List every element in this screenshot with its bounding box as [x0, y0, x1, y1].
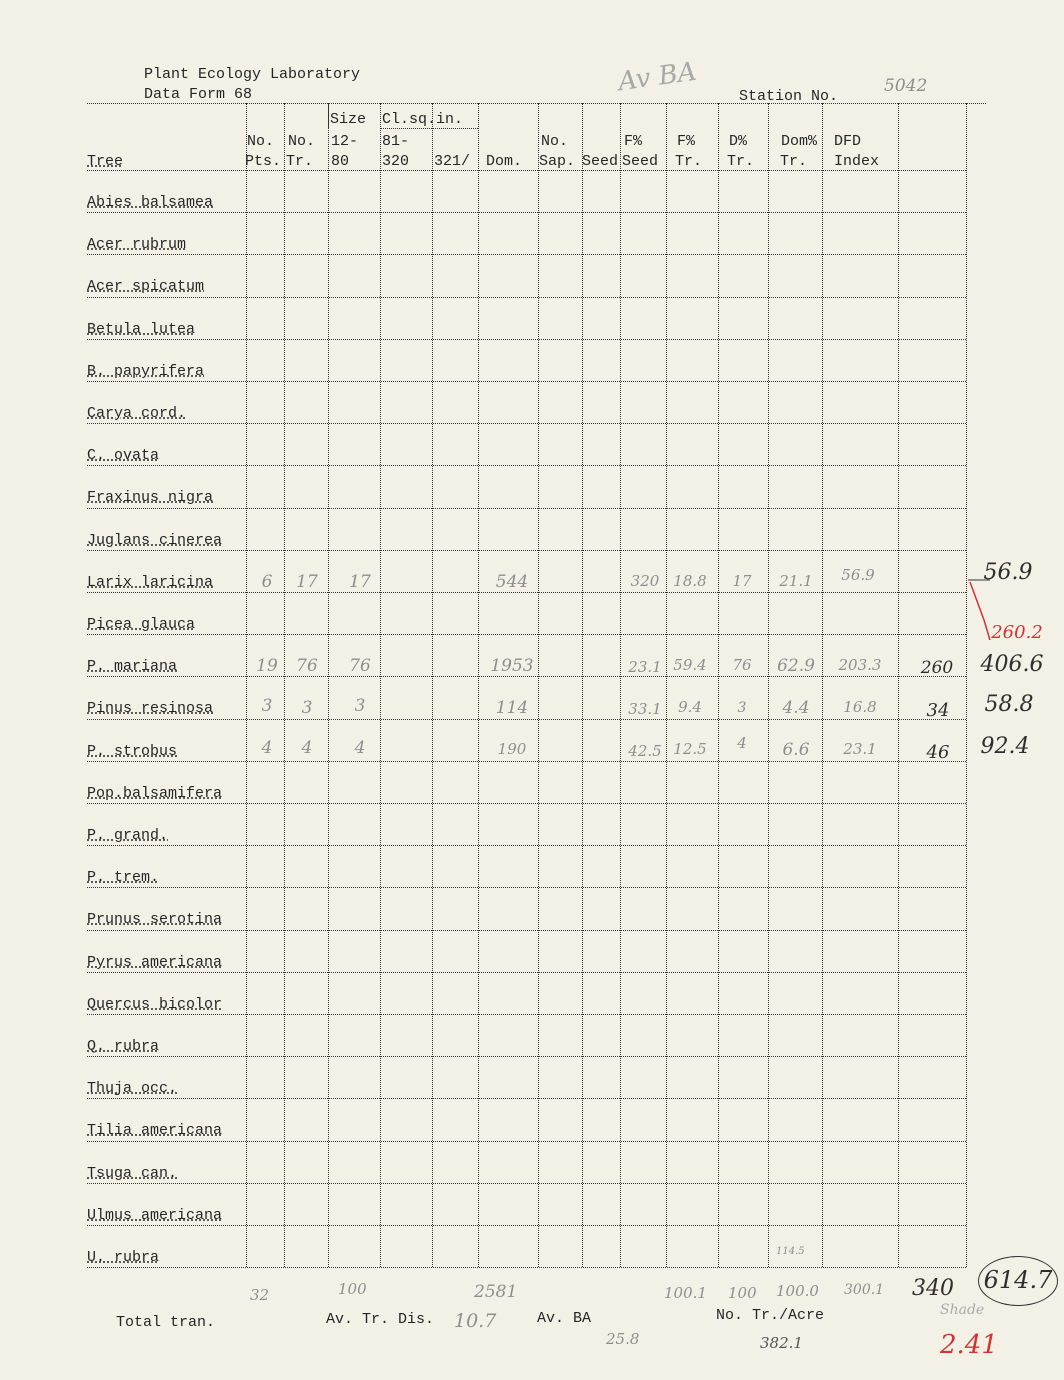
column-rule — [246, 103, 247, 1267]
resinosa-dtr: 3 — [737, 700, 747, 716]
col-no-tr-a: No. — [288, 133, 316, 150]
larix-fseed: 320 — [630, 572, 660, 590]
col-no-pts-b: Pts. — [245, 153, 282, 170]
col-size-c: 321/ — [434, 153, 471, 170]
species-label: Ulmus americana — [87, 1207, 223, 1224]
strobus-size: 4 — [354, 738, 366, 758]
row-rule — [87, 1267, 966, 1268]
species-label: Pop.balsamifera — [87, 785, 223, 802]
total-circled: 614.7 — [978, 1256, 1058, 1306]
column-rule — [478, 103, 479, 1267]
species-label: Tsuga can. — [87, 1165, 178, 1182]
species-label: Pyrus americana — [87, 954, 223, 971]
mariana-ftr: 59.4 — [673, 656, 707, 674]
strobus-ftr: 12.5 — [673, 740, 707, 758]
row-rule — [87, 592, 966, 593]
column-rule — [768, 103, 769, 1267]
larix-size: 17 — [349, 572, 371, 592]
col-dom: Dom. — [486, 153, 523, 170]
species-label: Pinus resinosa — [87, 700, 214, 717]
row-rule — [87, 508, 966, 509]
station-label: Station No. — [739, 88, 839, 105]
species-label: Tilia americana — [87, 1122, 223, 1139]
strobus-domtr: 6.6 — [782, 740, 810, 760]
row-rule — [87, 465, 966, 466]
row-rule — [87, 845, 966, 846]
col-size-a-2: 80 — [331, 153, 350, 170]
species-label: Acer spicatum — [87, 278, 205, 295]
row-rule — [87, 381, 966, 382]
species-label: P. grand. — [87, 827, 169, 844]
col-no-sap-a: No. — [541, 133, 569, 150]
species-label: Abies balsamea — [87, 194, 214, 211]
mariana-dom: 1953 — [490, 656, 534, 676]
col-size-b-2: 320 — [382, 153, 410, 170]
total-domtr: 100.0 — [776, 1282, 819, 1300]
col-f-seed-b: Seed — [622, 153, 659, 170]
station-value: 5042 — [884, 76, 928, 96]
larix-pts: 6 — [261, 572, 273, 592]
col-size-label: Size — [330, 111, 367, 128]
row-rule — [87, 930, 966, 931]
mariana-red-note: 260.2 — [991, 622, 1043, 643]
col-dfd-b: Index — [834, 153, 880, 170]
resinosa-extra: 34 — [926, 700, 950, 721]
red-total-value: 2.41 — [940, 1330, 998, 1360]
total-dtr: 100 — [728, 1284, 757, 1302]
species-label: U. rubra — [87, 1249, 160, 1266]
row-rule — [87, 339, 966, 340]
mariana-dfd: 203.3 — [838, 656, 882, 674]
row-rule — [87, 550, 966, 551]
column-rule — [718, 103, 719, 1267]
column-rule — [582, 103, 583, 1267]
mariana-domtr: 62.9 — [777, 656, 815, 676]
col-dom-tr-a: Dom% — [781, 133, 818, 150]
total-small-note: 114.5 — [776, 1246, 805, 1257]
column-rule — [620, 103, 621, 1267]
row-rule — [87, 719, 966, 720]
column-rule — [284, 103, 285, 1267]
col-seed: Seed — [582, 153, 619, 170]
row-rule — [87, 887, 966, 888]
column-rule — [538, 103, 539, 1267]
larix-dtr: 17 — [732, 572, 752, 590]
col-f-tr-a: F% — [677, 133, 696, 150]
species-label: P. trem. — [87, 869, 160, 886]
column-rule — [666, 103, 667, 1267]
species-label: P. mariana — [87, 658, 178, 675]
no-tr-acre-label: No. Tr./Acre — [716, 1307, 825, 1324]
column-rule — [898, 103, 899, 1267]
total-dfd: 300.1 — [844, 1282, 885, 1298]
larix-domtr: 21.1 — [779, 572, 813, 590]
total-extra: 340 — [912, 1276, 954, 1301]
av-ba-value: 25.8 — [606, 1330, 640, 1348]
species-label: Picea glauca — [87, 616, 196, 633]
species-label: C. ovata — [87, 447, 160, 464]
column-rule — [328, 103, 329, 1267]
col-cl-label: Cl.sq.in. — [382, 111, 464, 128]
resinosa-ftr: 9.4 — [678, 698, 702, 716]
species-label: Q. rubra — [87, 1038, 160, 1055]
strobus-margin: 92.4 — [980, 734, 1030, 759]
species-label: Larix laricina — [87, 574, 214, 591]
col-no-sap-b: Sap. — [539, 153, 576, 170]
larix-dfd: 56.9 — [841, 566, 875, 584]
species-label: B. papyrifera — [87, 363, 205, 380]
col-tree: Tree — [87, 153, 124, 170]
row-rule — [87, 803, 966, 804]
red-bracket-mark — [960, 576, 1000, 656]
row-rule — [87, 1183, 966, 1184]
total-dom: 2581 — [474, 1282, 518, 1302]
row-rule — [87, 212, 966, 213]
species-label: Acer rubrum — [87, 236, 187, 253]
col-no-pts-a: No. — [247, 133, 275, 150]
total-ftr: 100.1 — [664, 1284, 707, 1302]
resinosa-size: 3 — [354, 696, 366, 716]
mariana-extra: 260 — [920, 658, 954, 678]
species-label: P. strobus — [87, 743, 178, 760]
row-rule — [87, 676, 966, 677]
species-label: Prunus serotina — [87, 911, 223, 928]
mariana-fseed: 23.1 — [628, 658, 662, 676]
total-tr: 100 — [338, 1280, 367, 1298]
mariana-dtr: 76 — [732, 656, 752, 674]
resinosa-pts: 3 — [261, 696, 273, 716]
mariana-margin: 406.6 — [980, 652, 1044, 677]
no-tr-acre-value: 382.1 — [760, 1334, 803, 1352]
col-f-seed-a: F% — [624, 133, 643, 150]
total-tran-label: Total tran. — [116, 1314, 216, 1331]
av-tr-dis-value: 10.7 — [454, 1310, 497, 1332]
resinosa-fseed: 33.1 — [628, 700, 662, 718]
species-label: Juglans cinerea — [87, 532, 223, 549]
mariana-size: 76 — [349, 656, 371, 676]
col-dom-tr-b: Tr. — [780, 153, 808, 170]
column-rule — [328, 103, 329, 128]
form-title: Data Form 68 — [144, 86, 253, 103]
strobus-dtr: 4 — [737, 734, 747, 752]
lab-title: Plant Ecology Laboratory — [144, 66, 361, 83]
larix-ftr: 18.8 — [673, 572, 707, 590]
species-label: Carya cord. — [87, 405, 187, 422]
row-rule — [87, 972, 966, 973]
col-f-tr-b: Tr. — [675, 153, 703, 170]
row-rule — [87, 1141, 966, 1142]
grid-top-rule — [87, 103, 986, 104]
larix-margin: 56.9 — [983, 560, 1033, 585]
row-rule — [87, 634, 966, 635]
row-rule — [87, 1225, 966, 1226]
larix-tr: 17 — [296, 572, 318, 592]
mariana-pts: 19 — [256, 656, 278, 676]
resinosa-tr: 3 — [301, 698, 313, 718]
row-rule — [87, 1098, 966, 1099]
top-annotation: Av BA — [616, 56, 699, 98]
strobus-extra: 46 — [926, 742, 950, 763]
strobus-fseed: 42.5 — [628, 742, 662, 760]
row-rule — [87, 254, 966, 255]
total-pts: 32 — [250, 1286, 270, 1304]
row-rule — [87, 1056, 966, 1057]
col-size-b-1: 81- — [382, 133, 410, 150]
strobus-pts: 4 — [261, 738, 273, 758]
strobus-dfd: 23.1 — [843, 740, 877, 758]
col-d-tr-a: D% — [729, 133, 748, 150]
col-d-tr-b: Tr. — [727, 153, 755, 170]
row-rule — [87, 423, 966, 424]
larix-dom: 544 — [495, 572, 529, 592]
resinosa-domtr: 4.4 — [782, 698, 810, 718]
row-rule — [87, 297, 966, 298]
resinosa-dom: 114 — [495, 698, 529, 718]
species-label: Thuja occ. — [87, 1080, 178, 1097]
av-tr-dis-label: Av. Tr. Dis. — [326, 1311, 435, 1328]
col-dfd-a: DFD — [834, 133, 862, 150]
row-rule — [87, 761, 966, 762]
resinosa-dfd: 16.8 — [843, 698, 877, 716]
column-rule — [380, 103, 381, 1267]
species-label: Quercus bicolor — [87, 996, 223, 1013]
mariana-tr: 76 — [296, 656, 318, 676]
species-label: Betula lutea — [87, 321, 196, 338]
col-no-tr-b: Tr. — [286, 153, 314, 170]
resinosa-margin: 58.8 — [984, 692, 1034, 717]
species-label: Fraxinus nigra — [87, 489, 214, 506]
row-rule — [87, 1014, 966, 1015]
col-size-a-1: 12- — [331, 133, 359, 150]
strobus-dom: 190 — [497, 740, 527, 758]
column-rule — [966, 103, 967, 1267]
column-rule — [822, 103, 823, 1267]
strobus-tr: 4 — [301, 738, 313, 758]
shade-note: Shade — [940, 1302, 985, 1318]
av-ba-label: Av. BA — [537, 1310, 592, 1327]
column-rule — [432, 103, 433, 1267]
